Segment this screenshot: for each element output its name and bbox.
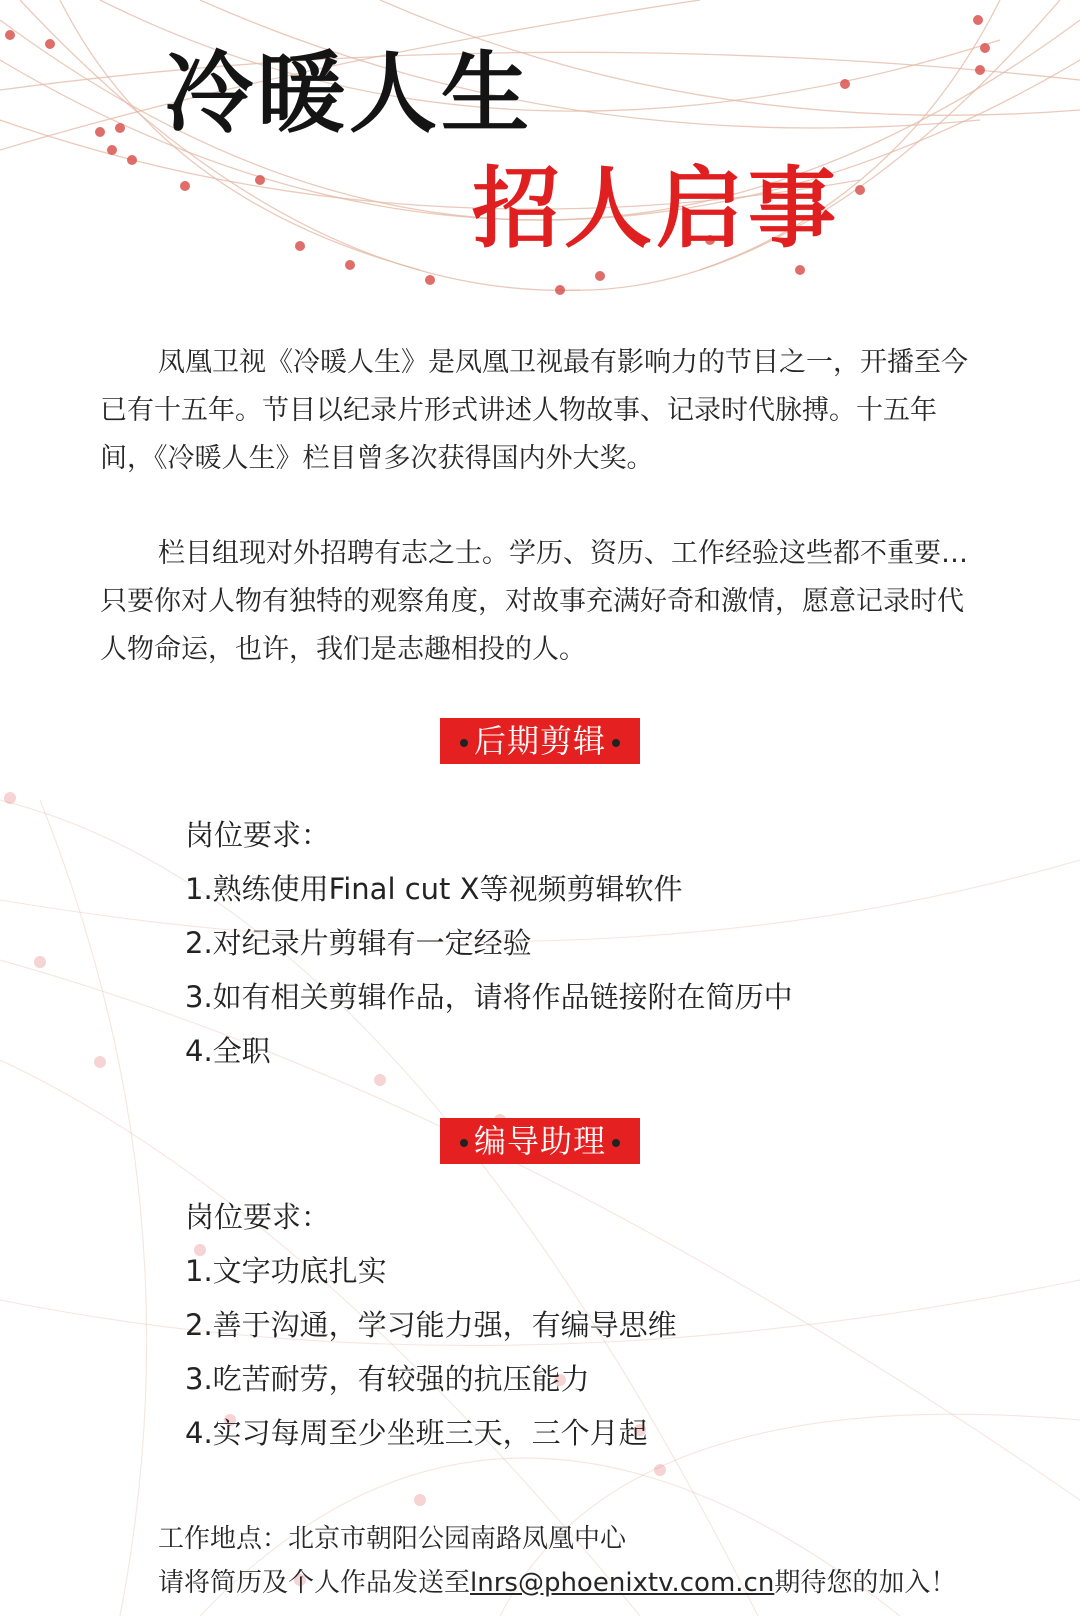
- position-badge-assistant: [0, 1118, 1080, 1164]
- requirement-item: 4.全职: [185, 1034, 271, 1068]
- intro-paragraph-1: [100, 339, 980, 483]
- requirement-item: 1.熟练使用Final cut X等视频剪辑软件: [185, 872, 683, 906]
- work-location-text: 工作地点：北京市朝阳公园南路凤凰中心: [158, 1524, 627, 1554]
- intro-paragraph-2: [100, 530, 980, 674]
- contact-prefix: 请将简历及个人作品发送至: [158, 1568, 471, 1598]
- email-link[interactable]: lnrs@phoenixtv.com.cn: [470, 1568, 775, 1598]
- intro-paragraph-2-text: 栏目组现对外招聘有志之士。学历、资历、工作经验这些都不重要…只要你对人物有独特的观察角度，对故事充满好奇和激情，愿意记录时代人物命运，也许，我们是志趣相投的人。: [100, 538, 968, 665]
- requirements-editor: [185, 808, 793, 1078]
- bullet-dot-icon: [612, 739, 620, 747]
- position-title-editor: 后期剪辑: [473, 722, 606, 760]
- requirement-item: 2.善于沟通，学习能力强，有编导思维: [185, 1308, 677, 1342]
- work-location: [158, 1517, 626, 1561]
- requirement-item: 3.吃苦耐劳，有较强的抗压能力: [185, 1362, 590, 1396]
- page-title: 冷暖人生: [165, 42, 534, 145]
- intro-paragraph-1-text: 凤凰卫视《冷暖人生》是凤凰卫视最有影响力的节目之一，开播至今已有十五年。节目以纪录片形式讲述人物故事、记录时代脉搏。十五年间，《冷暖人生》栏目曾多次获得国内外大奖。: [100, 347, 968, 474]
- requirement-item: 3.如有相关剪辑作品，请将作品链接附在简历中: [185, 980, 793, 1014]
- bullet-dot-icon: [612, 1139, 620, 1147]
- bullet-dot-icon: [460, 739, 468, 747]
- page-subtitle: 招人启事: [472, 157, 841, 260]
- contact-suffix: 期待您的加入！: [774, 1568, 957, 1598]
- requirements-label: 岗位要求：: [185, 818, 331, 852]
- position-badge-editor: [0, 718, 1080, 764]
- bullet-dot-icon: [460, 1139, 468, 1147]
- requirement-item: 2.对纪录片剪辑有一定经验: [185, 926, 532, 960]
- requirement-item: 4.实习每周至少坐班三天，三个月起: [185, 1416, 648, 1450]
- contact-info: [158, 1561, 956, 1605]
- requirements-label: 岗位要求：: [185, 1200, 331, 1234]
- requirement-item: 1.文字功底扎实: [185, 1254, 387, 1288]
- position-title-assistant: 编导助理: [473, 1122, 606, 1160]
- requirements-assistant: [185, 1190, 677, 1460]
